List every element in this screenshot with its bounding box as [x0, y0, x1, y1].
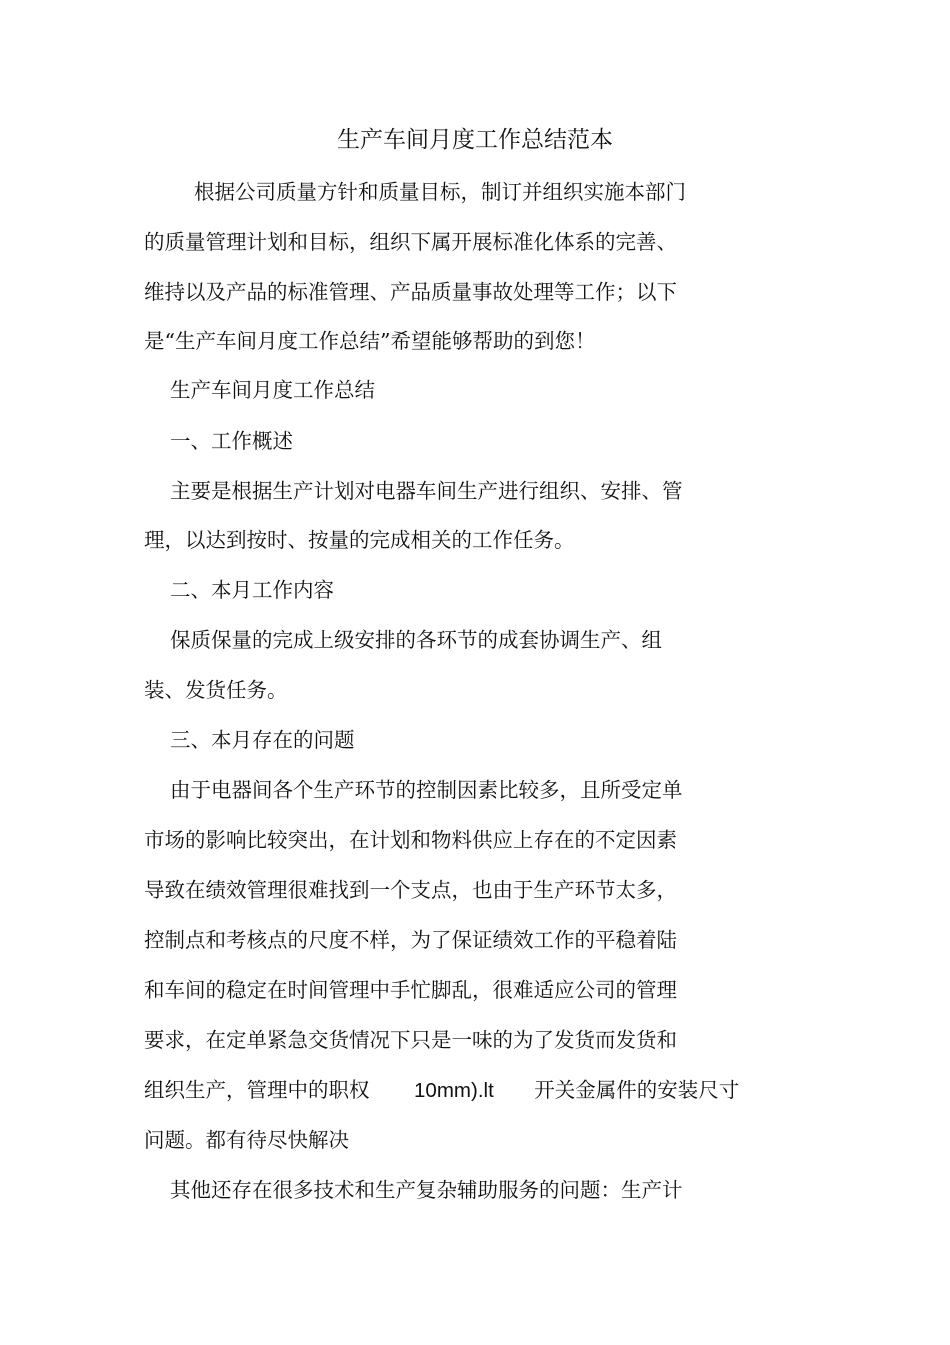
- section-3-line-3: 导致在绩效管理很难找到一个支点，也由于生产环节太多，: [144, 878, 677, 902]
- section-3-line-after: 问题。都有待尽快解决: [144, 1128, 349, 1152]
- intro-line-2: 的质量管理计划和目标，组织下属开展标准化体系的完善、: [144, 230, 677, 254]
- section-3-line-2: 市场的影响比较突出，在计划和物料供应上存在的不定因素: [144, 828, 677, 852]
- section-3-line-4: 控制点和考核点的尺度不样，为了保证绩效工作的平稳着陆: [144, 928, 677, 952]
- section-2-line-2: 装、发货任务。: [144, 678, 288, 702]
- mixed-line-part-2: 10mm).lt: [414, 1079, 494, 1102]
- section-3-mixed-line: [144, 1074, 739, 1107]
- section-3-line-6: 要求，在定单紧急交货情况下只是一味的为了发货而发货和: [144, 1028, 677, 1052]
- intro-line-3: 维持以及产品的标准管理、产品质量事故处理等工作；以下: [144, 280, 677, 304]
- section-2-heading: 二、本月工作内容: [170, 578, 334, 602]
- section-1-line-1: 主要是根据生产计划对电器车间生产进行组织、安排、管: [170, 479, 683, 503]
- section-3-line-1: 由于电器间各个生产环节的控制因素比较多，且所受定单: [170, 778, 683, 802]
- section-3-line-5: 和车间的稳定在时间管理中手忙脚乱，很难适应公司的管理: [144, 978, 677, 1002]
- mixed-line-part-3: 开关金属件的安装尺寸: [534, 1078, 740, 1102]
- section-2-line-1: 保质保量的完成上级安排的各环节的成套协调生产、组: [170, 628, 662, 652]
- document-subtitle: 生产车间月度工作总结: [170, 378, 375, 402]
- section-3-heading: 三、本月存在的问题: [170, 728, 355, 752]
- intro-line-4: 是“生产车间月度工作总结”希望能够帮助的到您！: [144, 329, 596, 353]
- section-1-line-2: 理，以达到按时、按量的完成相关的工作任务。: [144, 528, 575, 552]
- mixed-line-part-1: 组织生产，管理中的职权: [144, 1078, 370, 1102]
- section-1-heading: 一、工作概述: [170, 429, 293, 453]
- document-title: 生产车间月度工作总结范本: [337, 127, 613, 153]
- intro-line-1: 根据公司质量方针和质量目标，制订并组织实施本部门: [194, 180, 686, 204]
- section-3-last-line: 其他还存在很多技术和生产复杂辅助服务的问题：生产计: [170, 1178, 683, 1202]
